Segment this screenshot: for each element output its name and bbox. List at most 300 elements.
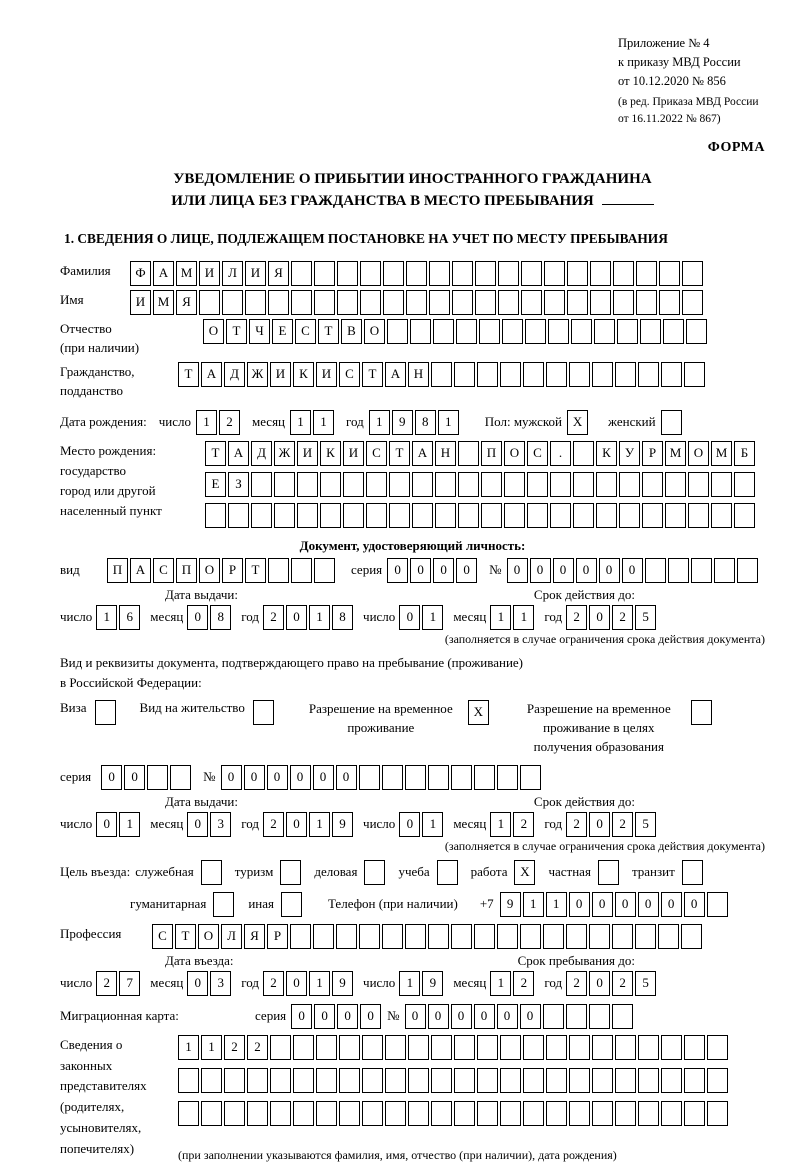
given-name-label: Имя bbox=[60, 291, 84, 307]
char-cell bbox=[429, 290, 450, 315]
char-cell: Т bbox=[175, 924, 196, 949]
given-name-row bbox=[60, 290, 765, 315]
char-cell: 1 bbox=[369, 410, 390, 435]
char-cell bbox=[500, 1101, 521, 1126]
char-cell bbox=[452, 290, 473, 315]
representatives-row bbox=[60, 1035, 765, 1163]
char-cell bbox=[475, 290, 496, 315]
char-cell: 2 bbox=[513, 812, 534, 837]
char-cell bbox=[343, 503, 364, 528]
char-cell: 0 bbox=[410, 558, 431, 583]
char-cell: 0 bbox=[520, 1004, 541, 1029]
char-cell: 0 bbox=[187, 812, 208, 837]
char-cell bbox=[316, 1068, 337, 1093]
char-cell bbox=[290, 924, 311, 949]
char-cell: С bbox=[339, 362, 360, 387]
char-cell bbox=[389, 472, 410, 497]
issue-date-group: число 1 6 месяц 0 8 год 2 0 1 8 bbox=[60, 605, 363, 630]
char-cell bbox=[339, 1101, 360, 1126]
char-cell: 1 bbox=[523, 892, 544, 917]
char-cell: 1 bbox=[96, 605, 117, 630]
stay-dates bbox=[60, 953, 765, 996]
issue-date-group: число 0 1 месяц 0 3 год 2 0 1 9 bbox=[60, 812, 363, 837]
char-cell bbox=[458, 441, 479, 466]
char-cell bbox=[199, 290, 220, 315]
char-cell bbox=[592, 362, 613, 387]
char-cell: 0 bbox=[313, 765, 334, 790]
char-cell: О bbox=[688, 441, 709, 466]
char-cell bbox=[383, 261, 404, 286]
char-cell: 0 bbox=[244, 765, 265, 790]
appendix-line: к приказу МВД России bbox=[618, 54, 741, 69]
char-cell bbox=[682, 290, 703, 315]
edition-line: (в ред. Приказа МВД России bbox=[618, 96, 759, 109]
char-cell: Н bbox=[435, 441, 456, 466]
char-cell bbox=[500, 1035, 521, 1060]
doc-number-cells bbox=[507, 558, 760, 583]
char-cell bbox=[520, 924, 541, 949]
char-cell bbox=[339, 1068, 360, 1093]
appendix-line: Приложение № 4 bbox=[618, 36, 710, 50]
char-cell: 0 bbox=[187, 605, 208, 630]
char-cell bbox=[366, 503, 387, 528]
char-cell: К bbox=[596, 441, 617, 466]
stay-until-group: число 1 9 месяц 1 2 год 2 0 2 5 bbox=[363, 971, 666, 996]
char-cell bbox=[435, 472, 456, 497]
char-cell bbox=[360, 290, 381, 315]
char-cell bbox=[615, 1101, 636, 1126]
char-cell: 2 bbox=[247, 1035, 268, 1060]
sex-female-checkbox bbox=[661, 410, 684, 435]
char-cell bbox=[178, 1068, 199, 1093]
char-cell bbox=[658, 924, 679, 949]
char-cell bbox=[405, 765, 426, 790]
appendix-line: от 10.12.2020 № 856 bbox=[618, 73, 726, 88]
char-cell bbox=[389, 503, 410, 528]
char-cell: С bbox=[527, 441, 548, 466]
char-cell bbox=[550, 472, 571, 497]
char-cell bbox=[665, 503, 686, 528]
char-cell bbox=[661, 1068, 682, 1093]
char-cell bbox=[291, 261, 312, 286]
char-cell: А bbox=[153, 261, 174, 286]
char-cell: 0 bbox=[124, 765, 145, 790]
char-cell bbox=[688, 503, 709, 528]
purpose-label: Цель въезда: bbox=[60, 864, 131, 880]
appendix-reference bbox=[618, 34, 800, 128]
char-cell bbox=[682, 860, 703, 885]
char-cell: 0 bbox=[661, 892, 682, 917]
char-cell bbox=[681, 924, 702, 949]
phone-prefix: +7 bbox=[479, 896, 494, 912]
char-cell bbox=[406, 290, 427, 315]
char-cell: 0 bbox=[592, 892, 613, 917]
purpose-study-checkbox bbox=[430, 860, 458, 885]
char-cell bbox=[504, 472, 525, 497]
char-cell bbox=[270, 1035, 291, 1060]
char-cell: 2 bbox=[263, 971, 284, 996]
char-cell bbox=[382, 765, 403, 790]
char-cell bbox=[663, 319, 684, 344]
char-cell bbox=[592, 1101, 613, 1126]
char-cell: 3 bbox=[210, 812, 231, 837]
char-cell: О bbox=[198, 924, 219, 949]
char-cell bbox=[543, 1004, 564, 1029]
char-cell: 2 bbox=[612, 971, 633, 996]
char-cell bbox=[504, 503, 525, 528]
residence-number-label: № bbox=[203, 769, 216, 785]
char-cell: 2 bbox=[566, 812, 587, 837]
char-cell bbox=[297, 472, 318, 497]
char-cell: Е bbox=[205, 472, 226, 497]
representatives-label: Сведения о законных представителях (родителях, усыновителях, попечителях) bbox=[60, 1036, 147, 1156]
char-cell bbox=[638, 1035, 659, 1060]
char-cell bbox=[711, 472, 732, 497]
option-temp-residence-education: Разрешение на временное проживание в целях получения образования bbox=[515, 700, 714, 757]
doc-number-label: № bbox=[489, 562, 502, 578]
char-cell bbox=[734, 472, 755, 497]
char-cell: 0 bbox=[576, 558, 597, 583]
char-cell bbox=[546, 1068, 567, 1093]
validity-heading: Срок действия до: bbox=[533, 793, 635, 809]
char-cell bbox=[566, 1004, 587, 1029]
char-cell: 0 bbox=[684, 892, 705, 917]
char-cell bbox=[429, 261, 450, 286]
migration-number-cells bbox=[405, 1004, 635, 1029]
phone-cells bbox=[500, 892, 730, 917]
char-cell: К bbox=[320, 441, 341, 466]
char-cell: 1 bbox=[309, 812, 330, 837]
char-cell: 1 bbox=[196, 410, 217, 435]
char-cell: 9 bbox=[332, 971, 353, 996]
char-cell: Р bbox=[642, 441, 663, 466]
citizenship-row bbox=[60, 362, 765, 401]
char-cell: 0 bbox=[589, 971, 610, 996]
char-cell bbox=[734, 503, 755, 528]
char-cell: О bbox=[203, 319, 224, 344]
char-cell bbox=[362, 1068, 383, 1093]
char-cell: М bbox=[711, 441, 732, 466]
char-cell bbox=[428, 924, 449, 949]
char-cell: У bbox=[619, 441, 640, 466]
char-cell bbox=[201, 1101, 222, 1126]
char-cell bbox=[615, 1035, 636, 1060]
residence-series-label: серия bbox=[60, 769, 92, 785]
char-cell: С bbox=[152, 924, 173, 949]
char-cell bbox=[686, 319, 707, 344]
char-cell bbox=[691, 700, 712, 725]
char-cell bbox=[362, 1035, 383, 1060]
char-cell: Т bbox=[318, 319, 339, 344]
char-cell: 5 bbox=[635, 605, 656, 630]
char-cell: 0 bbox=[530, 558, 551, 583]
char-cell bbox=[314, 290, 335, 315]
char-cell: Н bbox=[408, 362, 429, 387]
char-cell bbox=[477, 362, 498, 387]
char-cell bbox=[589, 1004, 610, 1029]
char-cell: 9 bbox=[422, 971, 443, 996]
char-cell bbox=[274, 472, 295, 497]
validity-date-group: число 0 1 месяц 1 2 год 2 0 2 5 bbox=[363, 812, 666, 837]
char-cell: 0 bbox=[221, 765, 242, 790]
char-cell bbox=[527, 503, 548, 528]
char-cell: 1 bbox=[422, 812, 443, 837]
char-cell bbox=[617, 319, 638, 344]
char-cell bbox=[527, 472, 548, 497]
birth-date-row bbox=[60, 410, 765, 435]
identity-doc-heading: Документ, удостоверяющий личность: bbox=[299, 537, 526, 553]
char-cell: Т bbox=[178, 362, 199, 387]
char-cell bbox=[523, 1068, 544, 1093]
char-cell: 0 bbox=[337, 1004, 358, 1029]
sex-female-label: женский bbox=[608, 414, 656, 430]
char-cell bbox=[661, 1101, 682, 1126]
issue-date-heading: Дата выдачи: bbox=[165, 793, 239, 809]
char-cell bbox=[544, 290, 565, 315]
patronymic-cells bbox=[203, 319, 709, 344]
migration-series-label: серия bbox=[255, 1008, 287, 1024]
char-cell bbox=[364, 860, 385, 885]
char-cell bbox=[661, 410, 682, 435]
char-cell: 0 bbox=[553, 558, 574, 583]
char-cell: Л bbox=[222, 261, 243, 286]
char-cell bbox=[619, 472, 640, 497]
char-cell: 1 bbox=[309, 605, 330, 630]
char-cell bbox=[387, 319, 408, 344]
char-cell bbox=[316, 1035, 337, 1060]
char-cell bbox=[201, 860, 222, 885]
char-cell: 2 bbox=[263, 812, 284, 837]
char-cell: С bbox=[153, 558, 174, 583]
char-cell: 1 bbox=[313, 410, 334, 435]
char-cell: 2 bbox=[263, 605, 284, 630]
char-cell bbox=[523, 1035, 544, 1060]
birth-day-cells bbox=[196, 410, 242, 435]
char-cell: 0 bbox=[267, 765, 288, 790]
char-cell bbox=[251, 472, 272, 497]
char-cell bbox=[280, 860, 301, 885]
char-cell bbox=[573, 441, 594, 466]
representatives-row3 bbox=[178, 1101, 730, 1126]
char-cell: К bbox=[293, 362, 314, 387]
blank-underline bbox=[602, 191, 654, 206]
char-cell bbox=[247, 1101, 268, 1126]
char-cell bbox=[619, 503, 640, 528]
char-cell bbox=[270, 1068, 291, 1093]
representatives-row2 bbox=[178, 1068, 730, 1093]
char-cell: 0 bbox=[507, 558, 528, 583]
char-cell: И bbox=[245, 261, 266, 286]
purpose-private-checkbox bbox=[591, 860, 619, 885]
char-cell bbox=[548, 319, 569, 344]
char-cell: 0 bbox=[314, 1004, 335, 1029]
birth-year-cells bbox=[369, 410, 461, 435]
surname-label: Фамилия bbox=[60, 262, 111, 278]
doc-kind-label: вид bbox=[60, 562, 80, 578]
char-cell: 2 bbox=[612, 605, 633, 630]
migration-card-row bbox=[60, 1004, 765, 1029]
char-cell bbox=[707, 1068, 728, 1093]
issue-date-heading: Дата выдачи: bbox=[165, 586, 239, 602]
char-cell bbox=[268, 558, 289, 583]
char-cell bbox=[521, 290, 542, 315]
char-cell bbox=[567, 261, 588, 286]
char-cell bbox=[268, 290, 289, 315]
birth-month-cells bbox=[290, 410, 336, 435]
char-cell bbox=[213, 892, 234, 917]
char-cell: 0 bbox=[405, 1004, 426, 1029]
representatives-note: (при заполнении указываются фамилия, имя, отчество (при наличии), дата рождения) bbox=[178, 1147, 617, 1162]
char-cell bbox=[688, 472, 709, 497]
representatives-cells bbox=[178, 1035, 730, 1163]
char-cell: 0 bbox=[399, 812, 420, 837]
char-cell bbox=[546, 1035, 567, 1060]
char-cell bbox=[297, 503, 318, 528]
char-cell bbox=[567, 290, 588, 315]
birth-date-label: Дата рождения: bbox=[60, 414, 147, 430]
char-cell: 6 bbox=[119, 605, 140, 630]
char-cell bbox=[435, 503, 456, 528]
char-cell bbox=[224, 1101, 245, 1126]
char-cell bbox=[452, 261, 473, 286]
char-cell bbox=[362, 1101, 383, 1126]
char-cell bbox=[224, 1068, 245, 1093]
char-cell: 0 bbox=[569, 892, 590, 917]
char-cell bbox=[573, 503, 594, 528]
residence-doc-options bbox=[60, 700, 765, 757]
char-cell bbox=[316, 1101, 337, 1126]
char-cell: 0 bbox=[187, 971, 208, 996]
purpose-humanitarian-checkbox bbox=[206, 892, 234, 917]
char-cell bbox=[412, 472, 433, 497]
char-cell: . bbox=[550, 441, 571, 466]
sex-male-checkbox bbox=[567, 410, 590, 435]
char-cell: С bbox=[366, 441, 387, 466]
char-cell bbox=[684, 1068, 705, 1093]
char-cell bbox=[454, 362, 475, 387]
char-cell: И bbox=[316, 362, 337, 387]
option-temp-residence: Разрешение на временное проживание X bbox=[302, 700, 491, 738]
char-cell bbox=[615, 1068, 636, 1093]
month-label: месяц bbox=[251, 414, 286, 430]
char-cell: М bbox=[176, 261, 197, 286]
char-cell: 1 bbox=[490, 971, 511, 996]
char-cell: 1 bbox=[546, 892, 567, 917]
char-cell bbox=[456, 319, 477, 344]
char-cell bbox=[661, 1035, 682, 1060]
char-cell: 0 bbox=[638, 892, 659, 917]
purpose-business-checkbox bbox=[357, 860, 385, 885]
char-cell bbox=[592, 1035, 613, 1060]
char-cell: Д bbox=[224, 362, 245, 387]
char-cell bbox=[479, 319, 500, 344]
char-cell bbox=[320, 503, 341, 528]
char-cell: 9 bbox=[392, 410, 413, 435]
char-cell bbox=[668, 558, 689, 583]
char-cell bbox=[636, 290, 657, 315]
char-cell: 0 bbox=[101, 765, 122, 790]
residence-doc-dates bbox=[60, 794, 765, 854]
char-cell bbox=[546, 362, 567, 387]
char-cell: Я bbox=[244, 924, 265, 949]
char-cell: 8 bbox=[332, 605, 353, 630]
char-cell: 2 bbox=[224, 1035, 245, 1060]
char-cell: Д bbox=[251, 441, 272, 466]
char-cell bbox=[339, 1035, 360, 1060]
char-cell: 0 bbox=[599, 558, 620, 583]
edition-line: от 16.11.2022 № 867) bbox=[618, 112, 721, 125]
char-cell: А bbox=[130, 558, 151, 583]
char-cell bbox=[222, 290, 243, 315]
char-cell bbox=[481, 503, 502, 528]
forma-label: ФОРМА bbox=[707, 139, 765, 155]
char-cell bbox=[477, 1035, 498, 1060]
char-cell: 0 bbox=[96, 812, 117, 837]
char-cell: X bbox=[567, 410, 588, 435]
char-cell: О bbox=[504, 441, 525, 466]
char-cell: Т bbox=[389, 441, 410, 466]
char-cell: 0 bbox=[360, 1004, 381, 1029]
char-cell: Ф bbox=[130, 261, 151, 286]
char-cell: Ч bbox=[249, 319, 270, 344]
char-cell bbox=[147, 765, 168, 790]
char-cell bbox=[589, 924, 610, 949]
char-cell bbox=[337, 290, 358, 315]
char-cell: И bbox=[199, 261, 220, 286]
residence-series-cells bbox=[101, 765, 193, 790]
purpose-row-2: гуманитарная иная Телефон (при наличии) +7 9 1 1 0 0 0 0 0 0 bbox=[130, 892, 765, 917]
char-cell: Т bbox=[245, 558, 266, 583]
char-cell bbox=[590, 290, 611, 315]
char-cell: С bbox=[295, 319, 316, 344]
char-cell bbox=[573, 472, 594, 497]
char-cell bbox=[433, 319, 454, 344]
char-cell bbox=[454, 1101, 475, 1126]
char-cell: 0 bbox=[286, 605, 307, 630]
form-title bbox=[60, 168, 765, 213]
char-cell bbox=[594, 319, 615, 344]
char-cell bbox=[635, 924, 656, 949]
migration-number-label: № bbox=[387, 1008, 400, 1024]
char-cell bbox=[737, 558, 758, 583]
char-cell bbox=[498, 290, 519, 315]
char-cell bbox=[638, 1068, 659, 1093]
char-cell bbox=[707, 892, 728, 917]
char-cell bbox=[638, 362, 659, 387]
char-cell bbox=[566, 924, 587, 949]
char-cell bbox=[502, 319, 523, 344]
patronymic-label: Отчество (при наличии) bbox=[60, 320, 140, 356]
char-cell bbox=[408, 1101, 429, 1126]
char-cell bbox=[359, 765, 380, 790]
char-cell bbox=[320, 472, 341, 497]
char-cell bbox=[410, 319, 431, 344]
char-cell: 3 bbox=[210, 971, 231, 996]
char-cell: П bbox=[176, 558, 197, 583]
char-cell: И bbox=[343, 441, 364, 466]
entry-date-group: число 2 7 месяц 0 3 год 2 0 1 9 bbox=[60, 971, 363, 996]
char-cell: 2 bbox=[566, 605, 587, 630]
char-cell bbox=[596, 472, 617, 497]
char-cell bbox=[661, 362, 682, 387]
residence-doc-series-row bbox=[60, 765, 765, 790]
option-residence-permit: Вид на жительство bbox=[140, 700, 276, 725]
char-cell: 8 bbox=[415, 410, 436, 435]
char-cell: 0 bbox=[589, 812, 610, 837]
char-cell bbox=[707, 1035, 728, 1060]
identity-doc-row bbox=[60, 558, 765, 583]
char-cell: 0 bbox=[451, 1004, 472, 1029]
